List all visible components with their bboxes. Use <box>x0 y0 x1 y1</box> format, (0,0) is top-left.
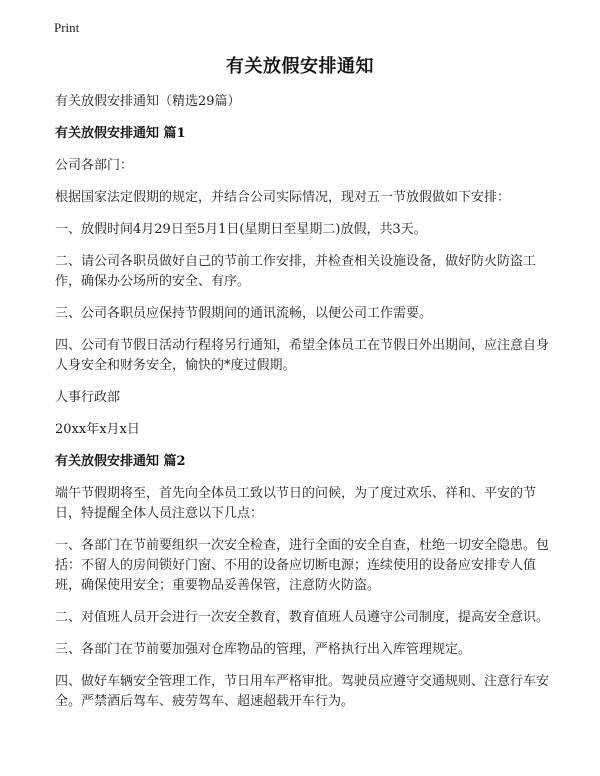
paragraph: 一、各部门在节前要组织一次安全检查，进行全面的安全自查，杜绝一切安全隐患。包括：不留人的房间锁好门窗、不用的设备应切断电源；连续使用的设备应安排专人值班，确保使用安全；重要物品妥善保管，注意防火防盗。 <box>55 538 550 593</box>
salutation: 公司各部门： <box>55 158 134 173</box>
section-heading: 有关放假安排通知 篇1 <box>55 126 186 141</box>
paragraph: 二、对值班人员开会进行一次安全教育，教育值班人员遵守公司制度，提高安全意识。 <box>55 610 550 625</box>
section-1 <box>55 124 553 440</box>
signature-date: 20xx年x月x日 <box>55 422 140 437</box>
print-label[interactable]: Print <box>54 20 80 35</box>
paragraph: 端午节假期将至，首先向全体员工致以节日的问候，为了度过欢乐、祥和、平安的节日，特提醒全体人员注意以下几点： <box>55 486 537 521</box>
paragraph: 根据国家法定假期的规定，并结合公司实际情况，现对五一节放假做如下安排： <box>55 190 511 205</box>
paragraph: 二、请公司各职员做好自己的节前工作安排，并检查相关设施设备，做好防火防盗工作，确保办公场所的安全、有序。 <box>55 254 537 289</box>
paragraph: 三、公司各职员应保持节假期间的通讯流畅，以便公司工作需要。 <box>55 306 433 321</box>
document-title: 有关放假安排通知 <box>226 56 374 77</box>
section-2 <box>55 452 553 712</box>
paragraph: 四、公司有节假日活动行程将另行通知，希望全体员工在节假日外出期间，应注意自身人身安全和财务安全，愉快的*度过假期。 <box>55 338 550 373</box>
section-heading: 有关放假安排通知 篇2 <box>55 454 186 469</box>
document-body <box>55 92 553 724</box>
intro-text: 有关放假安排通知（精选29篇） <box>55 94 241 109</box>
paragraph: 一、放假时间4月29日至5月1日(星期日至星期二)放假，共3天。 <box>55 222 427 237</box>
paragraph: 三、各部门在节前要加强对仓库物品的管理，严格执行出入库管理规定。 <box>55 642 472 657</box>
paragraph: 四、做好车辆安全管理工作，节日用车严格审批。驾驶员应遵守交通规则、注意行车安全。严禁酒后驾车、疲劳驾车、超速超载开车行为。 <box>55 674 550 709</box>
signature-department: 人事行政部 <box>55 390 121 405</box>
